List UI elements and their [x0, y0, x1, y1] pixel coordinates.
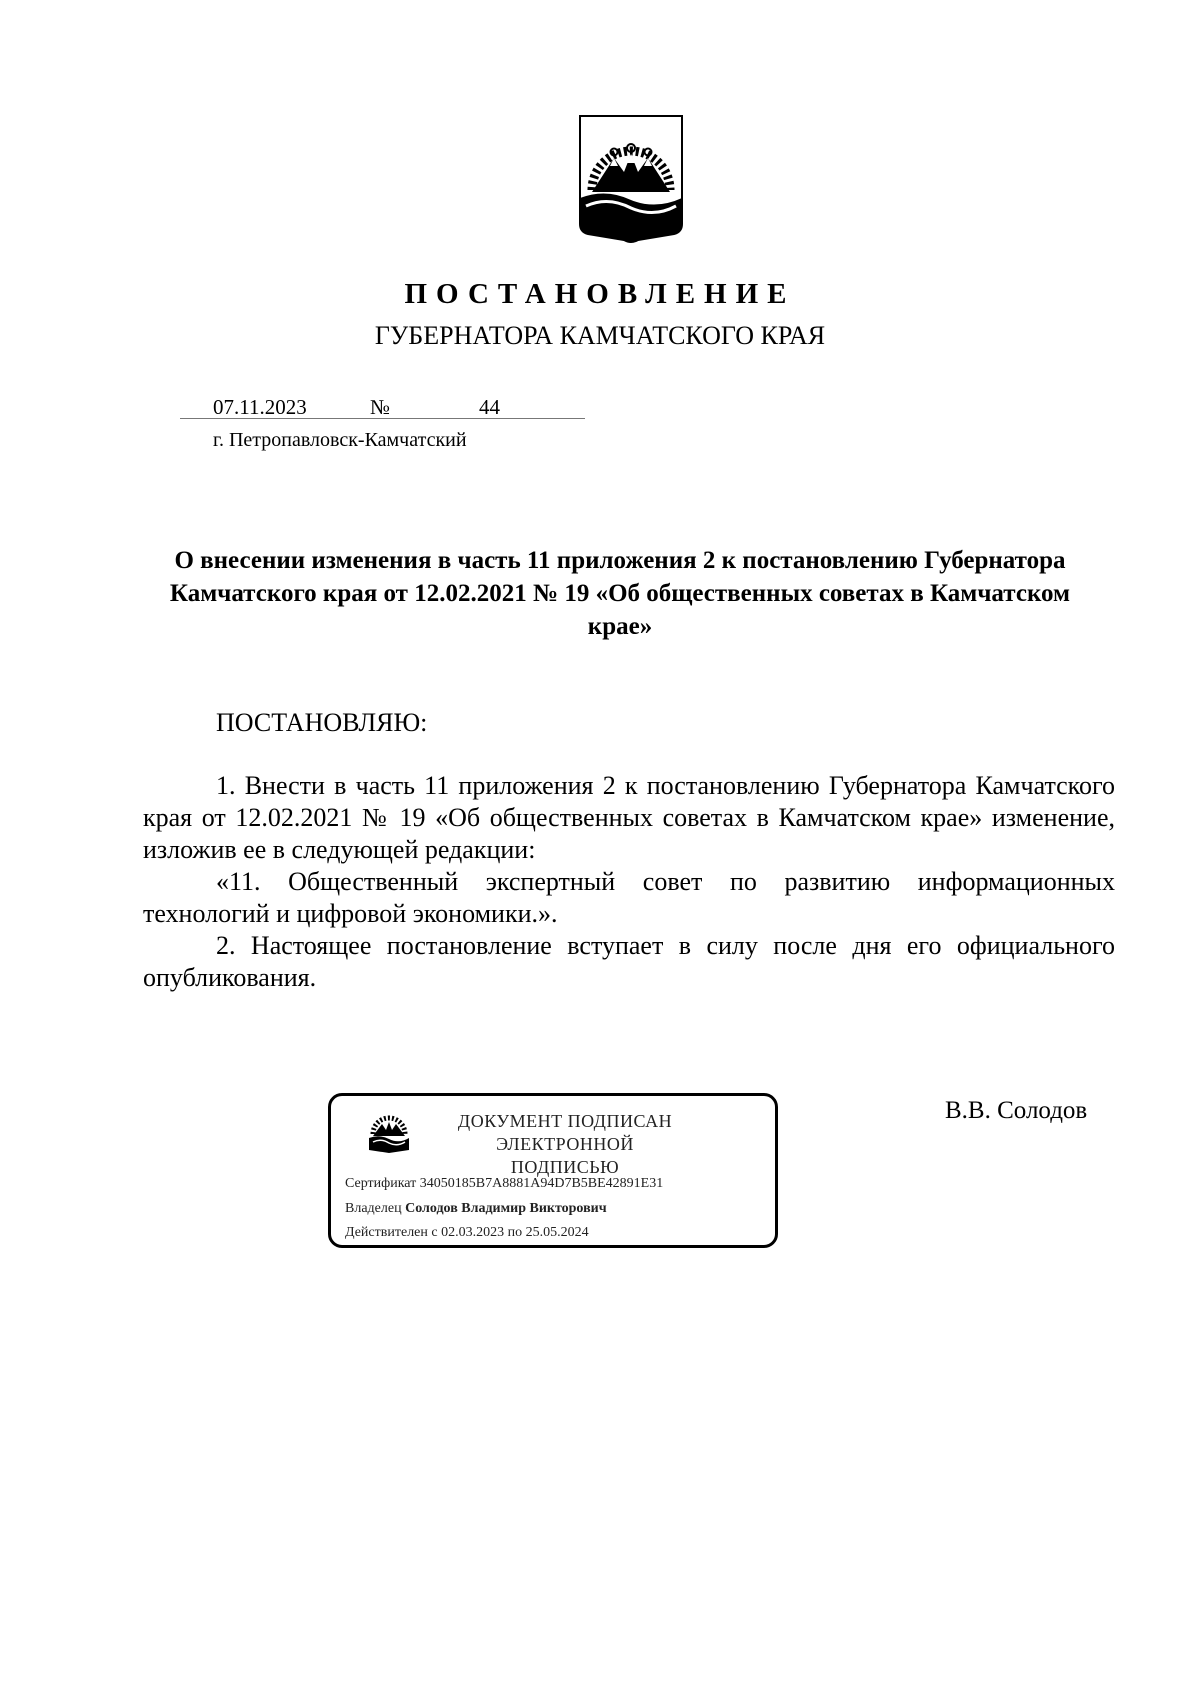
- document-authority-heading: ГУБЕРНАТОРА КАМЧАТСКОГО КРАЯ: [374, 321, 826, 350]
- decree-word: ПОСТАНОВЛЯЮ:: [216, 708, 428, 737]
- coat-of-arms-emblem: [578, 114, 684, 246]
- validity-to-label: по: [507, 1225, 523, 1240]
- validity-to: 25.05.2024: [525, 1225, 589, 1240]
- stamp-owner-row: [345, 1200, 607, 1218]
- stamp-certificate-row: [345, 1175, 663, 1193]
- number-sign: №: [370, 395, 391, 419]
- body-paragraph-1: 1. Внести в часть 11 приложения 2 к постановлению Губернатора Камчатского края от 12.02.2021 № 19 «Об общественных советах в Камчатском крае» изменение, изложив ее в следующей редакции:: [143, 771, 1115, 864]
- body-paragraph-3: 2. Настоящее постановление вступает в силу после дня его официального опубликования.: [143, 931, 1115, 992]
- document-title: О внесении изменения в часть 11 приложения 2 к постановлению Губернатора Камчатского края от 12.02.2021 № 19 «Об общественных советах в Камчатском крае»: [169, 547, 1071, 640]
- electronic-signature-stamp: [328, 1093, 778, 1248]
- stamp-emblem-icon: [367, 1112, 411, 1154]
- document-date: 07.11.2023: [213, 395, 307, 419]
- certificate-value: 34050185B7A8881A94D7B5BE42891E31: [419, 1176, 664, 1191]
- stamp-heading-line-2: ЭЛЕКТРОННОЙ ПОДПИСЬЮ: [496, 1134, 634, 1177]
- document-type-heading: ПОСТАНОВЛЕНИЕ: [404, 278, 796, 310]
- stamp-validity-row: [345, 1224, 589, 1242]
- stamp-heading: [445, 1110, 685, 1179]
- signer-name: В.В. Солодов: [945, 1097, 1088, 1124]
- validity-from: 02.03.2023: [441, 1225, 505, 1240]
- body-paragraph-2: «11. Общественный экспертный совет по развитию информационных технологий и цифровой экономики.».: [143, 867, 1115, 928]
- validity-label: Действителен с: [345, 1225, 438, 1240]
- stamp-heading-line-1: ДОКУМЕНТ ПОДПИСАН: [457, 1111, 673, 1131]
- owner-value: Солодов Владимир Викторович: [405, 1201, 607, 1216]
- document-place: г. Петропавловск-Камчатский: [213, 429, 467, 451]
- document-number: 44: [479, 395, 500, 419]
- certificate-label: Сертификат: [345, 1176, 417, 1191]
- owner-label: Владелец: [345, 1201, 402, 1216]
